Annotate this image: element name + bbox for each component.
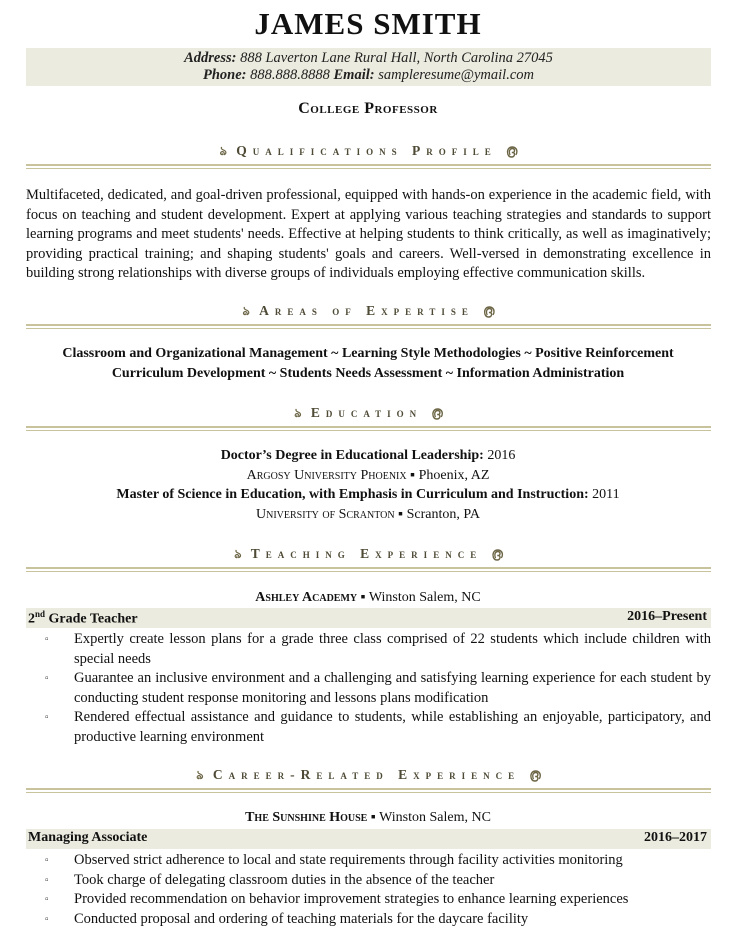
school-name: Argosy University Phoenix	[246, 468, 407, 483]
section-title: Areas of Expertise	[259, 303, 474, 318]
degree-year: 2016	[483, 448, 516, 463]
education-school-1	[0, 468, 736, 484]
bullet-icon: ▫	[45, 894, 49, 905]
email-label: Email:	[333, 67, 375, 83]
bullet-icon: ▫	[45, 874, 49, 886]
divider	[26, 164, 711, 166]
teaching-role-band	[26, 608, 711, 628]
address-label: Address:	[184, 50, 237, 66]
phone-value: 888.888.8888	[250, 67, 330, 83]
role-title: Managing Associate	[28, 830, 148, 845]
candidate-name: JAMES SMITH	[254, 6, 482, 41]
ornament-icon: ঌ	[234, 547, 242, 561]
address-line	[26, 50, 711, 67]
career-employer-line	[0, 810, 736, 826]
list-item: ▫ Conducted proposal and ordering of teaching materials for the daycare facility	[26, 910, 711, 930]
teaching-bullets	[26, 630, 711, 747]
ornament-icon: ൫	[431, 406, 443, 420]
ornament-icon: ൫	[506, 144, 518, 158]
school-location: Phoenix, AZ	[418, 468, 490, 483]
separator-icon: ▪	[360, 590, 366, 605]
school-name: University of Scranton	[256, 507, 395, 522]
bullet-icon: ▫	[45, 673, 49, 684]
degree-year: 2011	[588, 487, 620, 502]
ornament-icon: ൫	[483, 304, 495, 318]
job-title: College Professor	[298, 100, 438, 117]
list-item: ▫ Expertly create lesson plans for a grade three class comprised of 22 students which include children with special needs	[45, 631, 711, 667]
divider	[26, 426, 711, 428]
section-title: Career-Related Experience	[212, 767, 521, 782]
expertise-line-2: Curriculum Development ~ Students Needs Assessment ~ Information Administration	[111, 366, 625, 381]
divider	[26, 792, 711, 793]
divider	[26, 328, 711, 329]
section-header-qualifications	[26, 143, 711, 173]
bullet-icon: ▫	[45, 855, 49, 866]
contact-band	[26, 48, 711, 86]
address-value: 888 Laverton Lane Rural Hall, North Carolina 27045	[240, 50, 553, 66]
employer-name: Ashley Academy	[255, 590, 358, 605]
ornament-icon: ঌ	[196, 768, 204, 782]
divider	[26, 324, 711, 326]
expertise-line-1: Classroom and Organizational Management ~ Learning Style Methodologies ~ Positive Reinforcement	[62, 346, 674, 361]
profile-summary: Multifaceted, dedicated, and goal-driven professional, equipped with hands-on experience in the academic field, with focus on teaching and student development. Expert at applying various teaching strategies and standards to support learning programs and meet students' needs. Effective at helping students to think critically, as well as imaginatively; providing practical training; and shaping students' goals and careers. Well-versed in demonstrating excellence in building strong relationships with diverse groups of individuals employing effective communication skills.	[26, 187, 711, 281]
divider	[26, 168, 711, 169]
list-item: ▫ Took charge of delegating classroom duties in the absence of the teacher	[26, 871, 711, 891]
education-degree-1	[0, 448, 736, 464]
email-value[interactable]: sampleresume@ymail.com	[378, 67, 534, 83]
separator-icon: ▪	[398, 507, 404, 522]
bullet-icon: ▫	[45, 913, 49, 925]
role-dates: 2016–2017	[644, 830, 707, 845]
divider	[26, 567, 711, 569]
section-title: Teaching Experience	[250, 546, 483, 561]
employer-location: Winston Salem, NC	[368, 590, 481, 605]
list-item: ▫ Provided recommendation on behavior improvement strategies to enhance learning experiences	[26, 890, 711, 910]
career-role-band	[26, 829, 711, 849]
bullet-icon: ▫	[45, 712, 49, 723]
employer-location: Winston Salem, NC	[379, 810, 491, 825]
ornament-icon: ঌ	[242, 304, 250, 318]
separator-icon: ▪	[370, 810, 376, 825]
list-item: ▫ Guarantee an inclusive environment and a challenging and satisfying learning experience for each student by conducting student response monitoring and lessons plans modification	[45, 670, 711, 706]
phone-email-line	[26, 67, 711, 84]
section-header-teaching	[26, 546, 711, 576]
phone-label: Phone:	[203, 67, 247, 83]
divider	[26, 788, 711, 790]
degree-title: Doctor’s Degree in Educational Leadership:	[220, 448, 484, 463]
degree-title: Master of Science in Education, with Emphasis in Curriculum and Instruction:	[116, 487, 589, 502]
role-title: 2nd Grade Teacher	[28, 609, 138, 627]
bullet-icon: ▫	[45, 634, 49, 645]
separator-icon: ▪	[410, 468, 416, 483]
ornament-icon: ൫	[529, 768, 541, 782]
section-header-career	[26, 767, 711, 797]
ornament-icon: ൫	[491, 547, 503, 561]
education-degree-2	[0, 487, 736, 503]
teaching-employer-line	[0, 590, 736, 606]
divider	[26, 571, 711, 572]
section-header-expertise	[26, 303, 711, 333]
section-header-education	[26, 405, 711, 435]
education-school-2	[0, 507, 736, 523]
section-title: Qualifications Profile	[236, 143, 497, 158]
ornament-icon: ঌ	[219, 144, 227, 158]
section-title: Education	[310, 405, 423, 420]
list-item: ▫ Observed strict adherence to local and state requirements through facility activities monitoring	[26, 851, 711, 871]
employer-name: The Sunshine House	[245, 810, 368, 825]
school-location: Scranton, PA	[406, 507, 480, 522]
career-bullets	[26, 851, 711, 929]
role-dates: 2016–Present	[627, 609, 707, 624]
divider	[26, 430, 711, 431]
ornament-icon: ঌ	[294, 406, 302, 420]
list-item: ▫ Rendered effectual assistance and guidance to students, while establishing an enjoyable, participatory, and productive learning environment	[45, 709, 711, 745]
